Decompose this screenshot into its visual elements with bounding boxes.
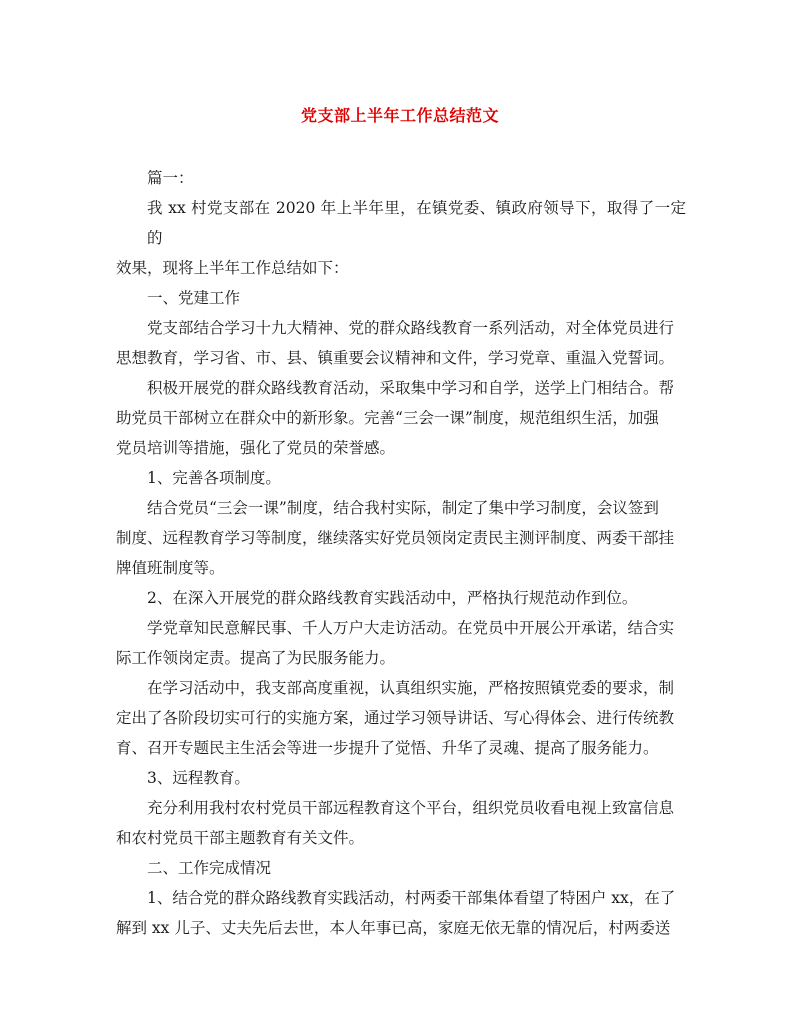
paragraph-line: 充分利用我村农村党员干部远程教育这个平台，组织党员收看电视上致富信息 (147, 799, 675, 817)
paragraph-line: 学党章知民意解民事、千人万户大走访活动。在党员中开展公开承诺，结合实 (147, 619, 675, 637)
paragraph (116, 163, 686, 193)
paragraph (116, 613, 686, 673)
paragraph-line: 定出了各阶段切实可行的实施方案，通过学习领导讲话、写心得体会、进行传统教 (116, 709, 675, 727)
paragraph-line: 结合党员“三会一课”制度，结合我村实际，制定了集中学习制度，会议签到 (147, 499, 659, 517)
paragraph-line: 和农村党员干部主题教育有关文件。 (116, 829, 365, 847)
paragraph-line: 制度、远程教育学习等制度，继续落实好党员领岗定责民主测评制度、两委干部挂 (116, 529, 675, 547)
paragraph (116, 583, 686, 613)
paragraph-line: 2、在深入开展党的群众路线教育实践活动中，严格执行规范动作到位。 (147, 589, 638, 607)
paragraph-line: 党支部结合学习十九大精神、党的群众路线教育一系列活动，对全体党员进行 (147, 319, 675, 337)
paragraph-line: 助党员干部树立在群众中的新形象。完善“三会一课”制度，规范组织生活，加强 (116, 409, 659, 427)
document-title: 党支部上半年工作总结范文 (300, 106, 499, 125)
paragraph-line: 党员培训等措施，强化了党员的荣誉感。 (116, 439, 396, 457)
paragraph-line: 我 xx 村党支部在 2020 年上半年里，在镇党委、镇政府领导下，取得了一定的 (147, 199, 686, 247)
paragraph (116, 793, 686, 853)
paragraph-line: 效果，现将上半年工作总结如下： (116, 259, 349, 277)
paragraph-line: 牌值班制度等。 (116, 559, 225, 577)
paragraph-line: 3、远程教育。 (147, 769, 250, 787)
paragraph (116, 373, 686, 463)
paragraph-line: 育、召开专题民主生活会等进一步提升了觉悟、升华了灵魂、提高了服务能力。 (116, 739, 659, 757)
paragraph (116, 673, 686, 763)
paragraph-line: 篇一： (147, 169, 194, 187)
paragraph-line: 在学习活动中，我支部高度重视，认真组织实施，严格按照镇党委的要求，制 (147, 679, 675, 697)
document-body (116, 163, 686, 943)
paragraph-line: 思想教育，学习省、市、县、镇重要会议精神和文件，学习党章、重温入党誓词。 (116, 349, 675, 367)
paragraph (116, 193, 686, 283)
paragraph-line: 1、结合党的群众路线教育实践活动，村两委干部集体看望了特困户 xx，在了 (147, 889, 676, 907)
paragraph (116, 763, 686, 793)
paragraph (116, 883, 686, 943)
paragraph (116, 283, 686, 313)
paragraph-line: 解到 xx 儿子、丈夫先后去世，本人年事已高，家庭无依无靠的情况后，村两委送 (116, 919, 671, 937)
paragraph-line: 际工作领岗定责。提高了为民服务能力。 (116, 649, 396, 667)
paragraph (116, 313, 686, 373)
paragraph (116, 463, 686, 493)
paragraph-line: 1、完善各项制度。 (147, 469, 281, 487)
paragraph-line: 一、党建工作 (147, 289, 241, 307)
paragraph (116, 493, 686, 583)
paragraph-line: 积极开展党的群众路线教育活动，采取集中学习和自学，送学上门相结合。帮 (147, 379, 675, 397)
paragraph (116, 853, 686, 883)
paragraph-line: 二、工作完成情况 (147, 859, 272, 877)
